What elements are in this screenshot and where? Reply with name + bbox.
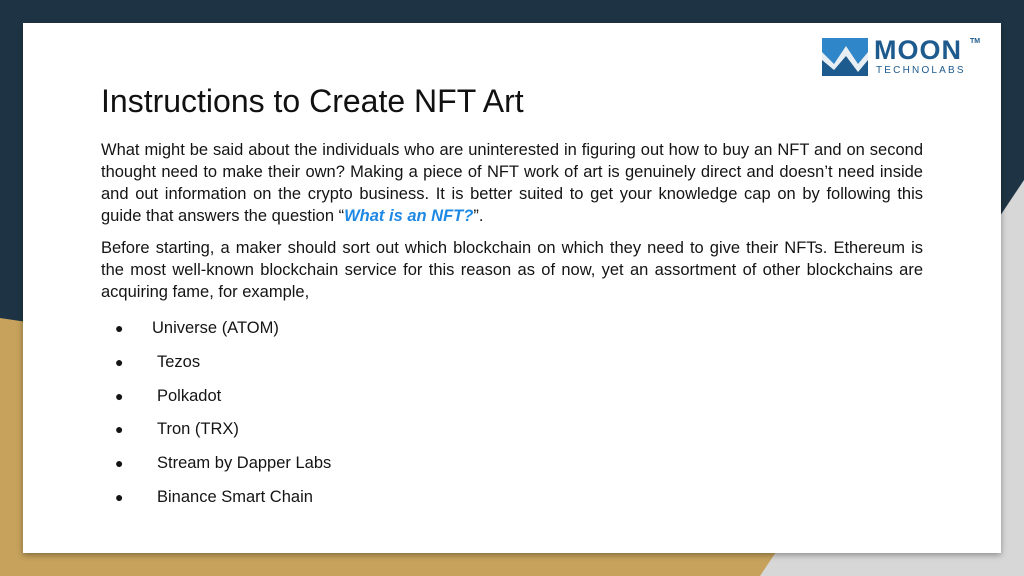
bullet-icon: ● [115,421,124,438]
list-item-label: Tezos [157,352,201,371]
bullet-icon: ● [115,455,124,472]
what-is-nft-link[interactable]: What is an NFT? [344,207,474,225]
bullet-icon: ● [115,387,124,404]
bullet-icon: ● [115,320,124,336]
list-item-label: Tron (TRX) [157,420,239,439]
slide-card [23,23,1001,553]
list-item-label: Universe (ATOM) [152,319,279,337]
bullet-icon: ● [115,488,124,505]
moon-technolabs-logo [822,36,992,78]
blockchain-paragraph: Before starting, a maker should sort out which blockchain on which they need to give their NFTs. Ethereum is the most well-known blockchain service for this reason as of now, yet an assortment of other blockchains are acquiring fame, for example, [101,239,923,301]
bullet-icon: ● [115,353,124,370]
list-item-label: Stream by Dapper Labs [157,454,332,473]
logo-tagline: TECHNOLABS [876,65,966,76]
list-item-label: Polkadot [157,386,222,405]
logo-trademark: TM [970,38,981,45]
moon-logo-mark-icon [822,38,868,76]
intro-text-end: ”. [473,207,484,225]
logo-wordmark: MOON [874,35,962,65]
slide-title: Instructions to Create NFT Art [101,83,524,119]
intro-paragraph [101,139,923,227]
list-item-label: Binance Smart Chain [157,487,313,506]
intro-text: What might be said about the individuals who are uninterested in figuring out how to buy an NFT and on second thought need to make their own? Making a piece of NFT work of art is genuinely direct and doesn’t need inside and out information on the crypto business. It is better suited to get your knowledge cap on by following this guide that answers the question “ [101,141,923,225]
